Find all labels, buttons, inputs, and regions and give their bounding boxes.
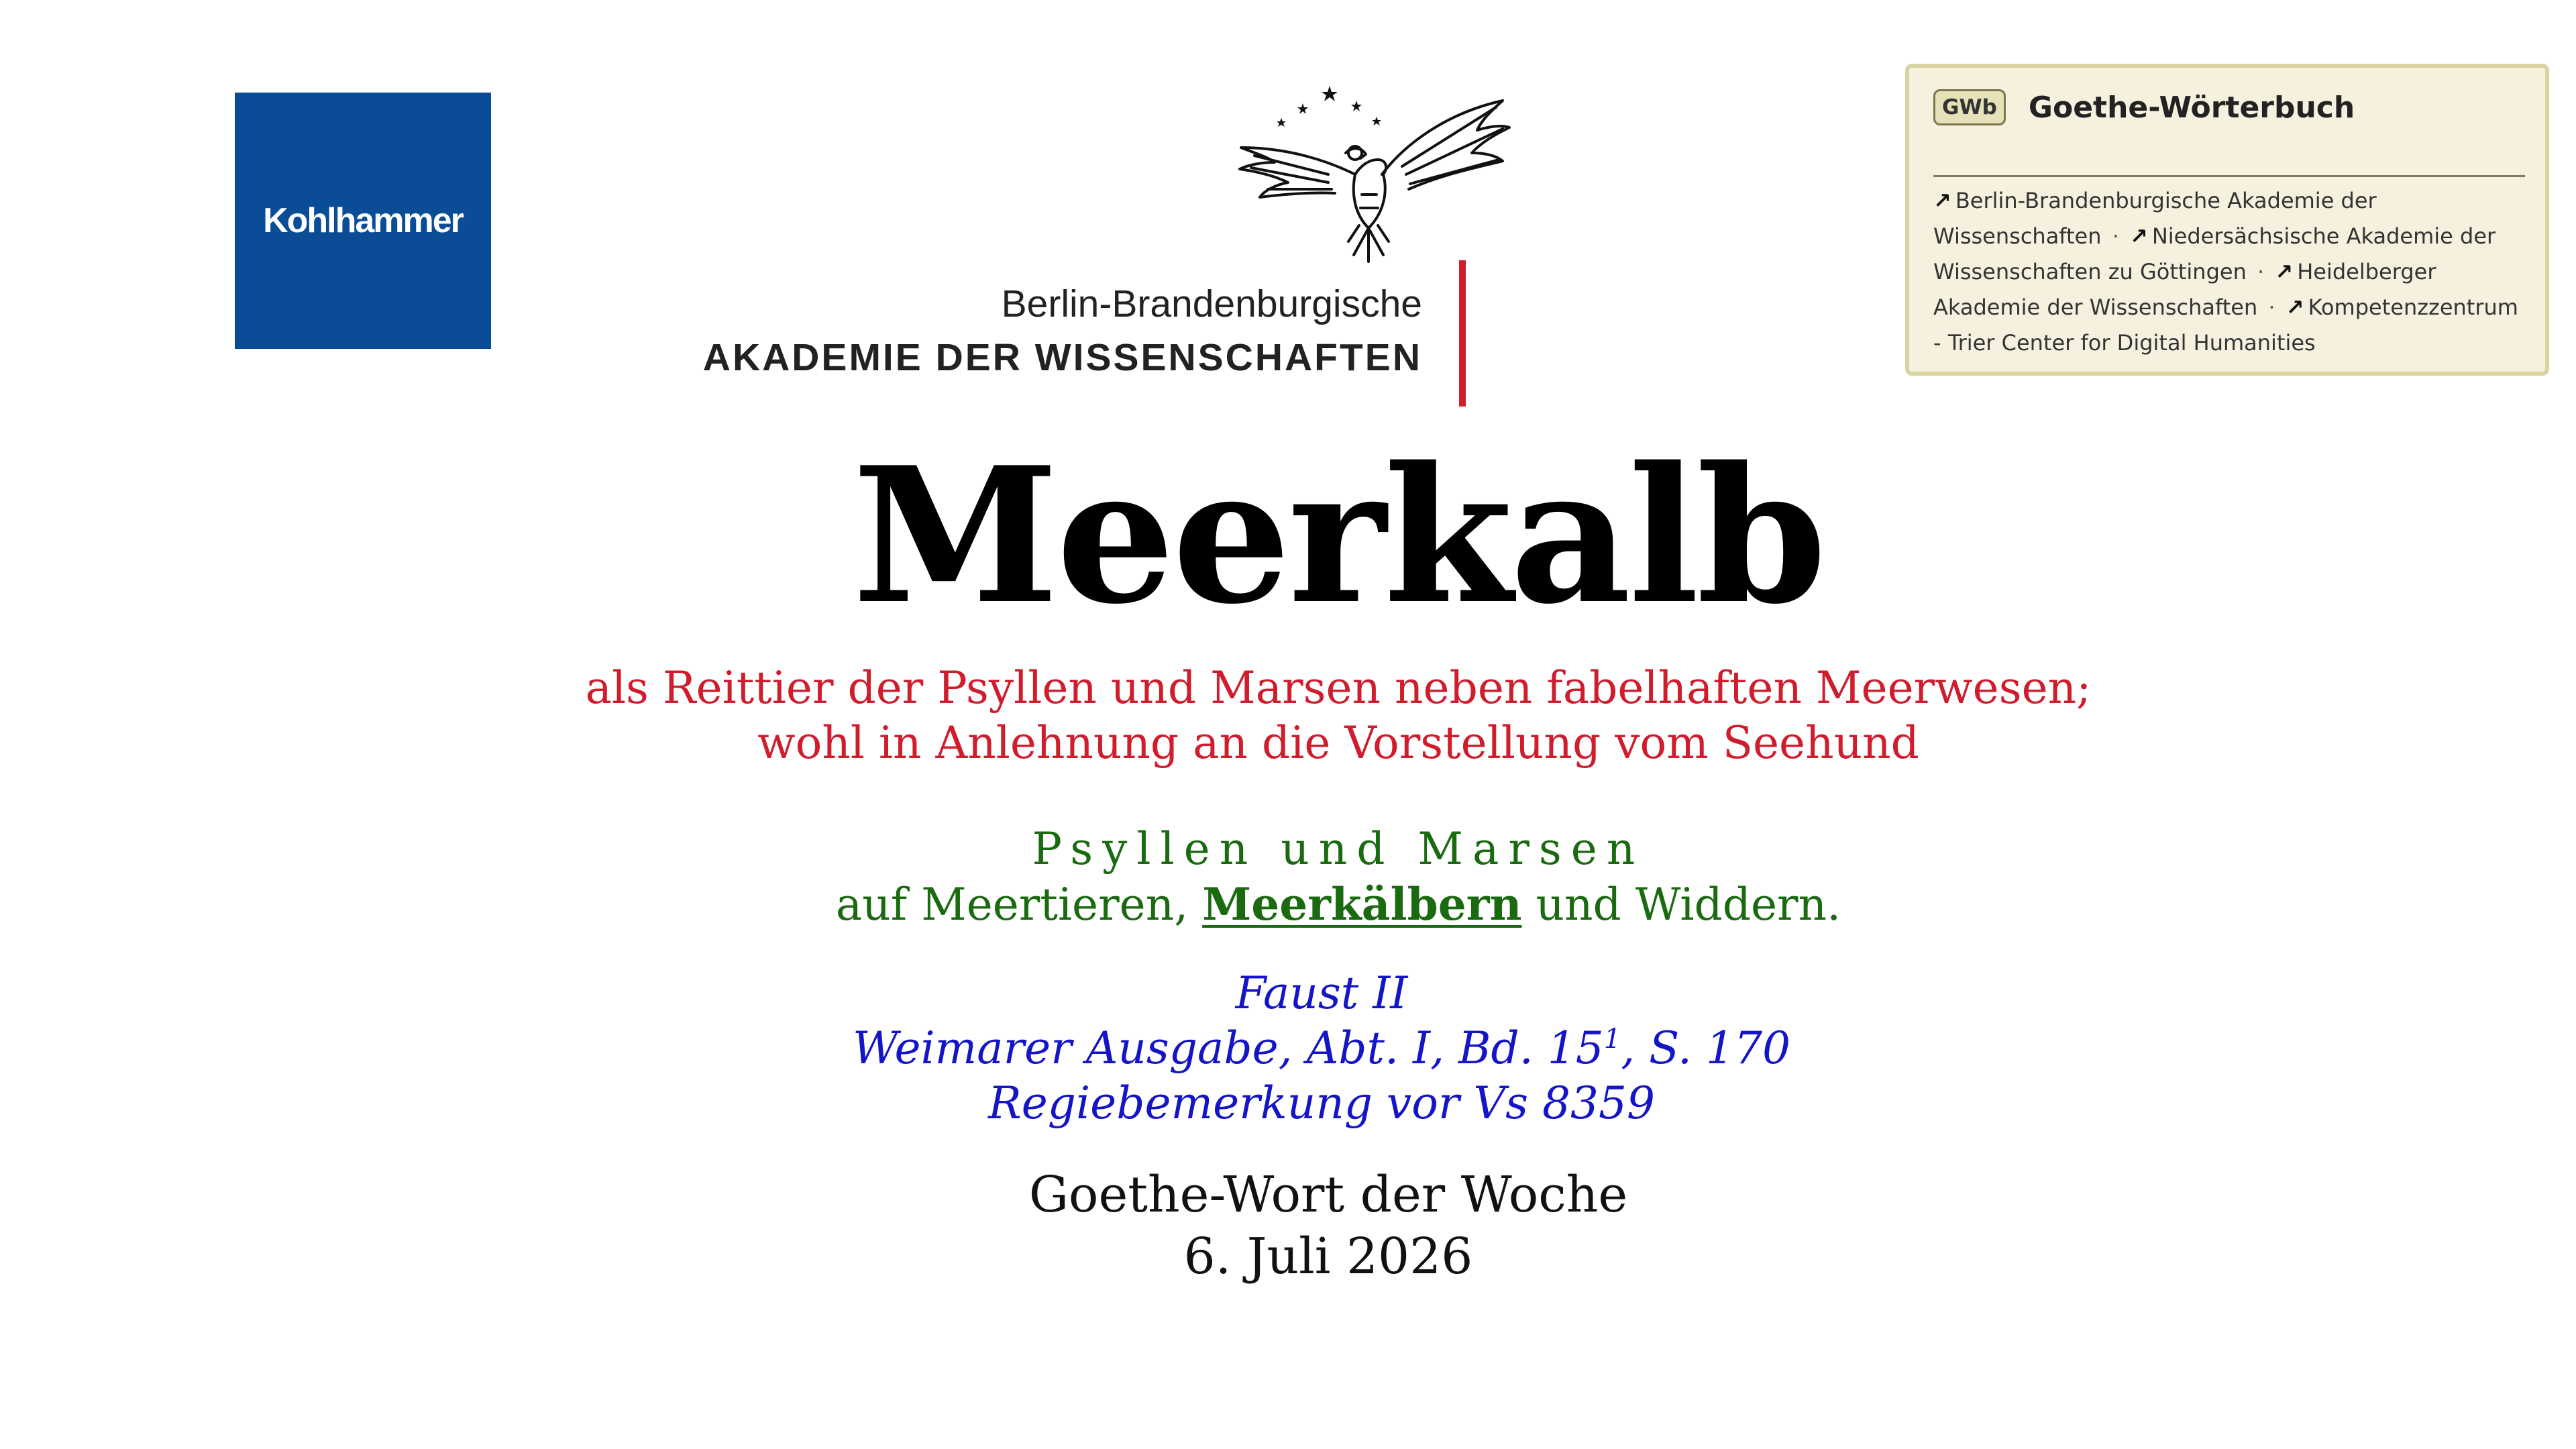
definition [0, 661, 2576, 771]
eagle-with-stars-icon [1228, 74, 1516, 275]
gwb-badge: GWb [1933, 89, 2006, 125]
gwb-header [1933, 89, 2525, 125]
source-reference [0, 966, 2576, 1131]
footer-date: 6. Juli 2026 [1183, 1228, 1473, 1285]
external-link-arrow-icon: ↗ [2130, 223, 2148, 249]
source-location: Regiebemerkung vor Vs 8359 [988, 1077, 1655, 1129]
partner-link-bbaw[interactable]: Berlin-Brandenburgische Akademie der Wissenschaften [1933, 188, 2377, 249]
gwb-partner-links [1933, 183, 2521, 361]
quote-text-after: und Widdern. [1521, 879, 1841, 930]
headword: Meerkalb [852, 426, 1825, 645]
source-work: Faust II [1235, 967, 1408, 1019]
footer [0, 1164, 2576, 1287]
external-link-arrow-icon: ↗ [1933, 188, 1951, 213]
external-link-arrow-icon: ↗ [2275, 259, 2294, 284]
link-separator: · [2112, 223, 2119, 249]
source-edition-text: Weimarer Ausgabe, Abt. I, Bd. 15 [853, 1022, 1604, 1074]
partner-link-goettingen[interactable]: Niedersächsische Akademie der Wissenschaften zu Göttingen [1933, 223, 2496, 284]
partner-link-trier[interactable]: Kompetenzzentrum - Trier Center for Digital Humanities [1933, 294, 2518, 356]
kohlhammer-logo [235, 93, 491, 349]
bbaw-name-line2: AKADEMIE DER WISSENSCHAFTEN [702, 336, 1422, 379]
definition-line-2: wohl in Anlehnung an die Vorstellung vom Seehund [757, 717, 1919, 769]
link-separator: · [2268, 294, 2275, 320]
quote-keyword: Meerkälbern [1202, 878, 1522, 930]
bbaw-logo [671, 74, 1489, 409]
citation-quote [0, 822, 2576, 932]
footer-label: Goethe-Wort der Woche [1028, 1166, 1628, 1224]
bbaw-name-line1: Berlin-Brandenburgische [1001, 282, 1422, 325]
gwb-info-box [1905, 64, 2549, 376]
bbaw-red-bar [1459, 260, 1466, 407]
quote-line-2 [0, 877, 2576, 932]
quote-text-before: auf Meertieren, [835, 879, 1203, 930]
quote-line-1: Psyllen und Marsen [1032, 823, 1645, 875]
gwb-title: Goethe-Wörterbuch [2028, 90, 2355, 125]
partner-link-heidelberg[interactable]: Heidelberger Akademie der Wissenschaften [1933, 259, 2436, 320]
kohlhammer-logo-text: Kohlhammer [263, 201, 463, 240]
source-edition-page: , S. 170 [1621, 1022, 1790, 1074]
definition-line-1: als Reittier der Psyllen und Marsen neben fabelhaften Meerwesen; [585, 662, 2092, 714]
external-link-arrow-icon: ↗ [2286, 294, 2304, 320]
gwb-divider [1933, 175, 2525, 177]
source-edition [0, 1021, 2576, 1076]
source-edition-superscript: 1 [1603, 1024, 1621, 1055]
link-separator: · [2257, 259, 2265, 284]
